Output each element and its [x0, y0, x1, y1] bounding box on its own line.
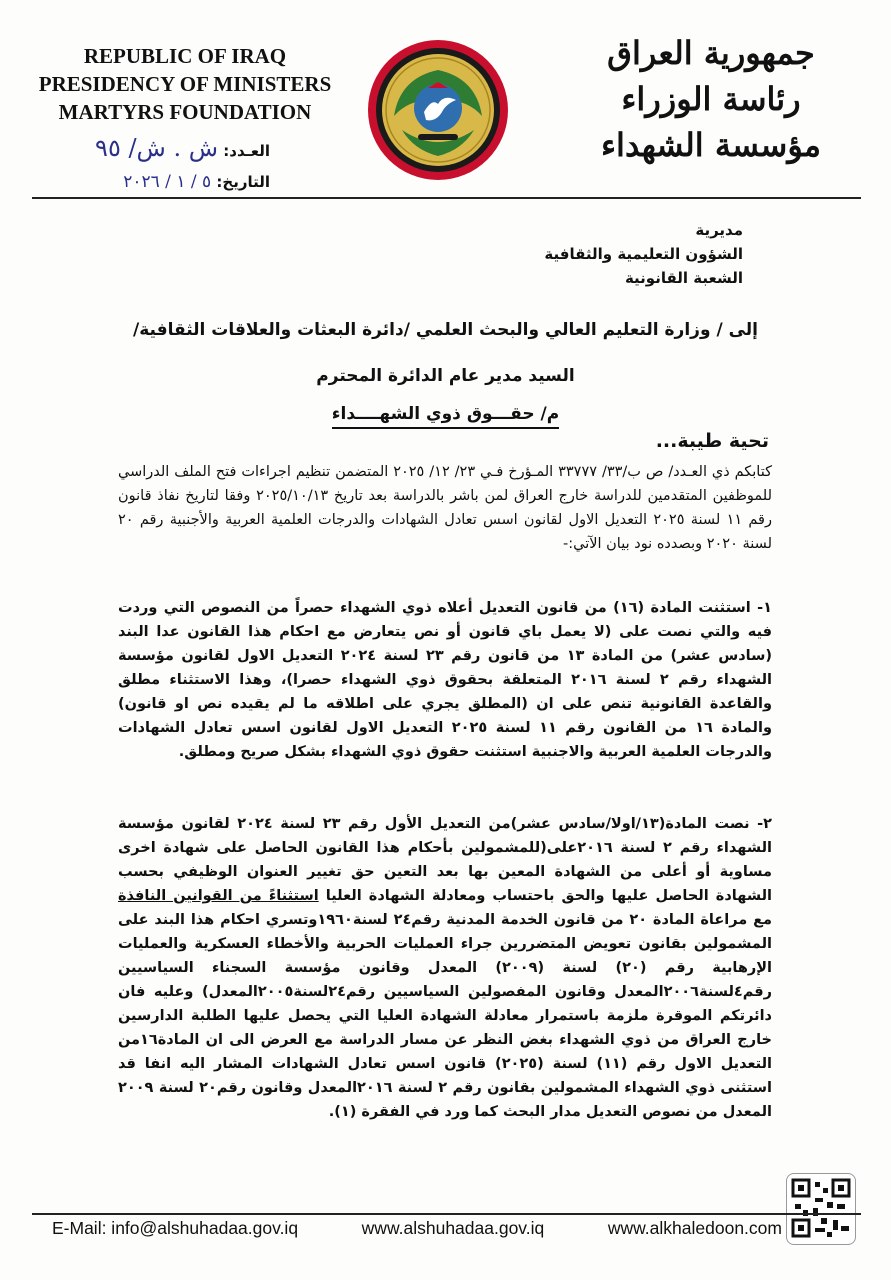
arabic-header-line1: جمهورية العراق [607, 34, 815, 72]
sender-unit-line1: مديرية [695, 221, 743, 239]
footer-website-1[interactable]: www.alshuhadaa.gov.iq [361, 1218, 545, 1238]
reference-number-value: ش . ش/ ٩٥ [95, 134, 219, 162]
body-clause-2 [118, 812, 772, 1124]
arabic-header-line3: مؤسسة الشهداء [601, 126, 821, 164]
subject-text: م/ حقـــوق ذوي الشهــــداء [332, 404, 559, 429]
clause-2-underlined: استثناءً من القوانين النافذة [118, 888, 319, 904]
letterhead [0, 0, 891, 200]
english-header-line1: REPUBLIC OF IRAQ [83, 44, 287, 68]
reference-date [100, 172, 270, 192]
body-clause-1: ١- استثنت المادة (١٦) من قانون التعديل أعلاه ذوي الشهداء حصراً من النصوص التي وردت فيه والتي نصت على (لا يعمل باي قانون أو نص يتعارض مع احكام هذا القانون عدا البند (سادس عشر) من المادة ١٣ من قانون رقم ٢٣ لسنة ٢٠٢٤ التعديل الاول لقانون مؤسسة الشهداء رقم ٢ لسنة ٢٠١٦ المتعلقة بحقوق ذوي الشهداء حصرا)، وهذا الاستثناء مطلق والقاعدة القانونية تنص على ان (المطلق يجري على اطلاقه ما لم يقيده نص او قانون) والمادة ١٦ من القانون رقم ١١ لسنة ٢٠٢٥ التعديل الاول لقانون اسس تعادل الشهادات والدرجات العلمية العربية والاجنبية استثنت حقوق ذوي الشهداء بشكل صريح ومطلق. [118, 600, 773, 760]
reference-number-label: العـدد: [223, 142, 270, 160]
sender-unit-line2: الشؤون التعليمية والثقافية [544, 245, 743, 263]
footer-website-2[interactable]: www.alkhaledoon.com [607, 1218, 782, 1238]
footer-email[interactable]: E-Mail: info@alshuhadaa.gov.iq [52, 1218, 299, 1238]
qr-code-icon [786, 1173, 856, 1245]
sender-unit [523, 218, 743, 290]
english-header [30, 42, 340, 126]
english-header-line3: MARTYRS FOUNDATION [58, 100, 312, 124]
arabic-header [591, 30, 831, 168]
footer [52, 1218, 782, 1239]
reference-date-label: التاريخ: [216, 173, 270, 191]
greeting: تحية طيبة... [655, 430, 769, 452]
footer-divider [32, 1213, 861, 1215]
reference-date-value: ٥ / ١ / ٢٠٢٦ [123, 172, 212, 192]
martyrs-foundation-seal-icon [366, 38, 510, 182]
sender-unit-line3: الشعبة القانونية [624, 269, 743, 287]
clause-2-part-b: مع مراعاة المادة ٢٠ من قانون الخدمة المدنية رقم٢٤ لسنة١٩٦٠وتسري احكام هذا البند على المشمولين بقانون تعويض المتضررين جراء العمليات الحربية والأخطاء العسكرية والعمليات الإرهابية رقم (٢٠) لسنة (٢٠٠٩) المعدل وقانون مؤسسة السجناء السياسيين رقم٤لسنة٢٠٠٦المعدل وقانون المفصولين السياسيين رقم٢٤لسنة٢٠٠٥المعدل) وعليه فان دائرتكم الموقرة ملزمة باستمرار معادلة الشهادة العليا التي يحصل عليها الطلبة الدارسين خارج العراق من ذوي الشهداء بغض النظر عن مسار الدراسة مع العرض الى ان المادة١٦من التعديل الاول رقم (١١) لسنة (٢٠٢٥) قانون اسس تعادل الشهادات المشار اليه انفا قد استثنى ذوي الشهداء المشمولين بقانون رقم ٢ لسنة ٢٠١٦المعدل وقانون رقم٢٠ لسنة ٢٠٠٩ المعدل من نصوص التعديل مدار البحث كما ورد في الفقرة (١). [118, 912, 773, 1120]
clause-2-part-a: ٢- نصت المادة(١٣/اولا/سادس عشر)من التعديل الأول رقم ٢٣ لسنة ٢٠٢٤ لقانون مؤسسة الشهداء رقم ٢ لسنة ٢٠١٦على(للمشمولين بأحكام هذا القانون الحاصل على شهادة اخرى مساوية أو أعلى من الشهادة المعين بها بعد التعين حق تغيير العنوان الوظيفي بحسب الشهادة الحاصل عليها والحق باحتساب ومعادلة الشهادة العليا [118, 816, 772, 904]
addressee: إلى / وزارة التعليم العالي والبحث العلمي /دائرة البعثات والعلاقات الثقافية/ [133, 320, 758, 340]
header-divider [32, 197, 861, 199]
arabic-header-line2: رئاسة الوزراء [621, 80, 801, 118]
reference-number [60, 134, 270, 162]
english-header-line2: PRESIDENCY OF MINISTERS [38, 72, 332, 96]
salutation-title: السيد مدير عام الدائرة المحترم [316, 366, 575, 386]
body-intro: كتابكم ذي العـدد/ ص ب/٣٣/ ٣٣٧٧٧ المـؤرخ فـي ٢٣/ ١٢/ ٢٠٢٥ المتضمن تنظيم اجراءات فتح الملف الدراسي للموظفين المتقدمين للدراسة خارج العراق لمن باشر بالدراسة بعد تاريخ ٢٠٢٥/١٠/١٣ وفقا لتاريخ نفاذ قانون رقم ١١ لسنة ٢٠٢٥ التعديل الاول لقانون اسس تعادل الشهادات والدرجات العلمية العربية والأجنبية رقم ٢٠ لسنة ٢٠٢٠ وبصدده نود بيان الآتي:- [118, 464, 772, 552]
subject-line [60, 404, 831, 424]
